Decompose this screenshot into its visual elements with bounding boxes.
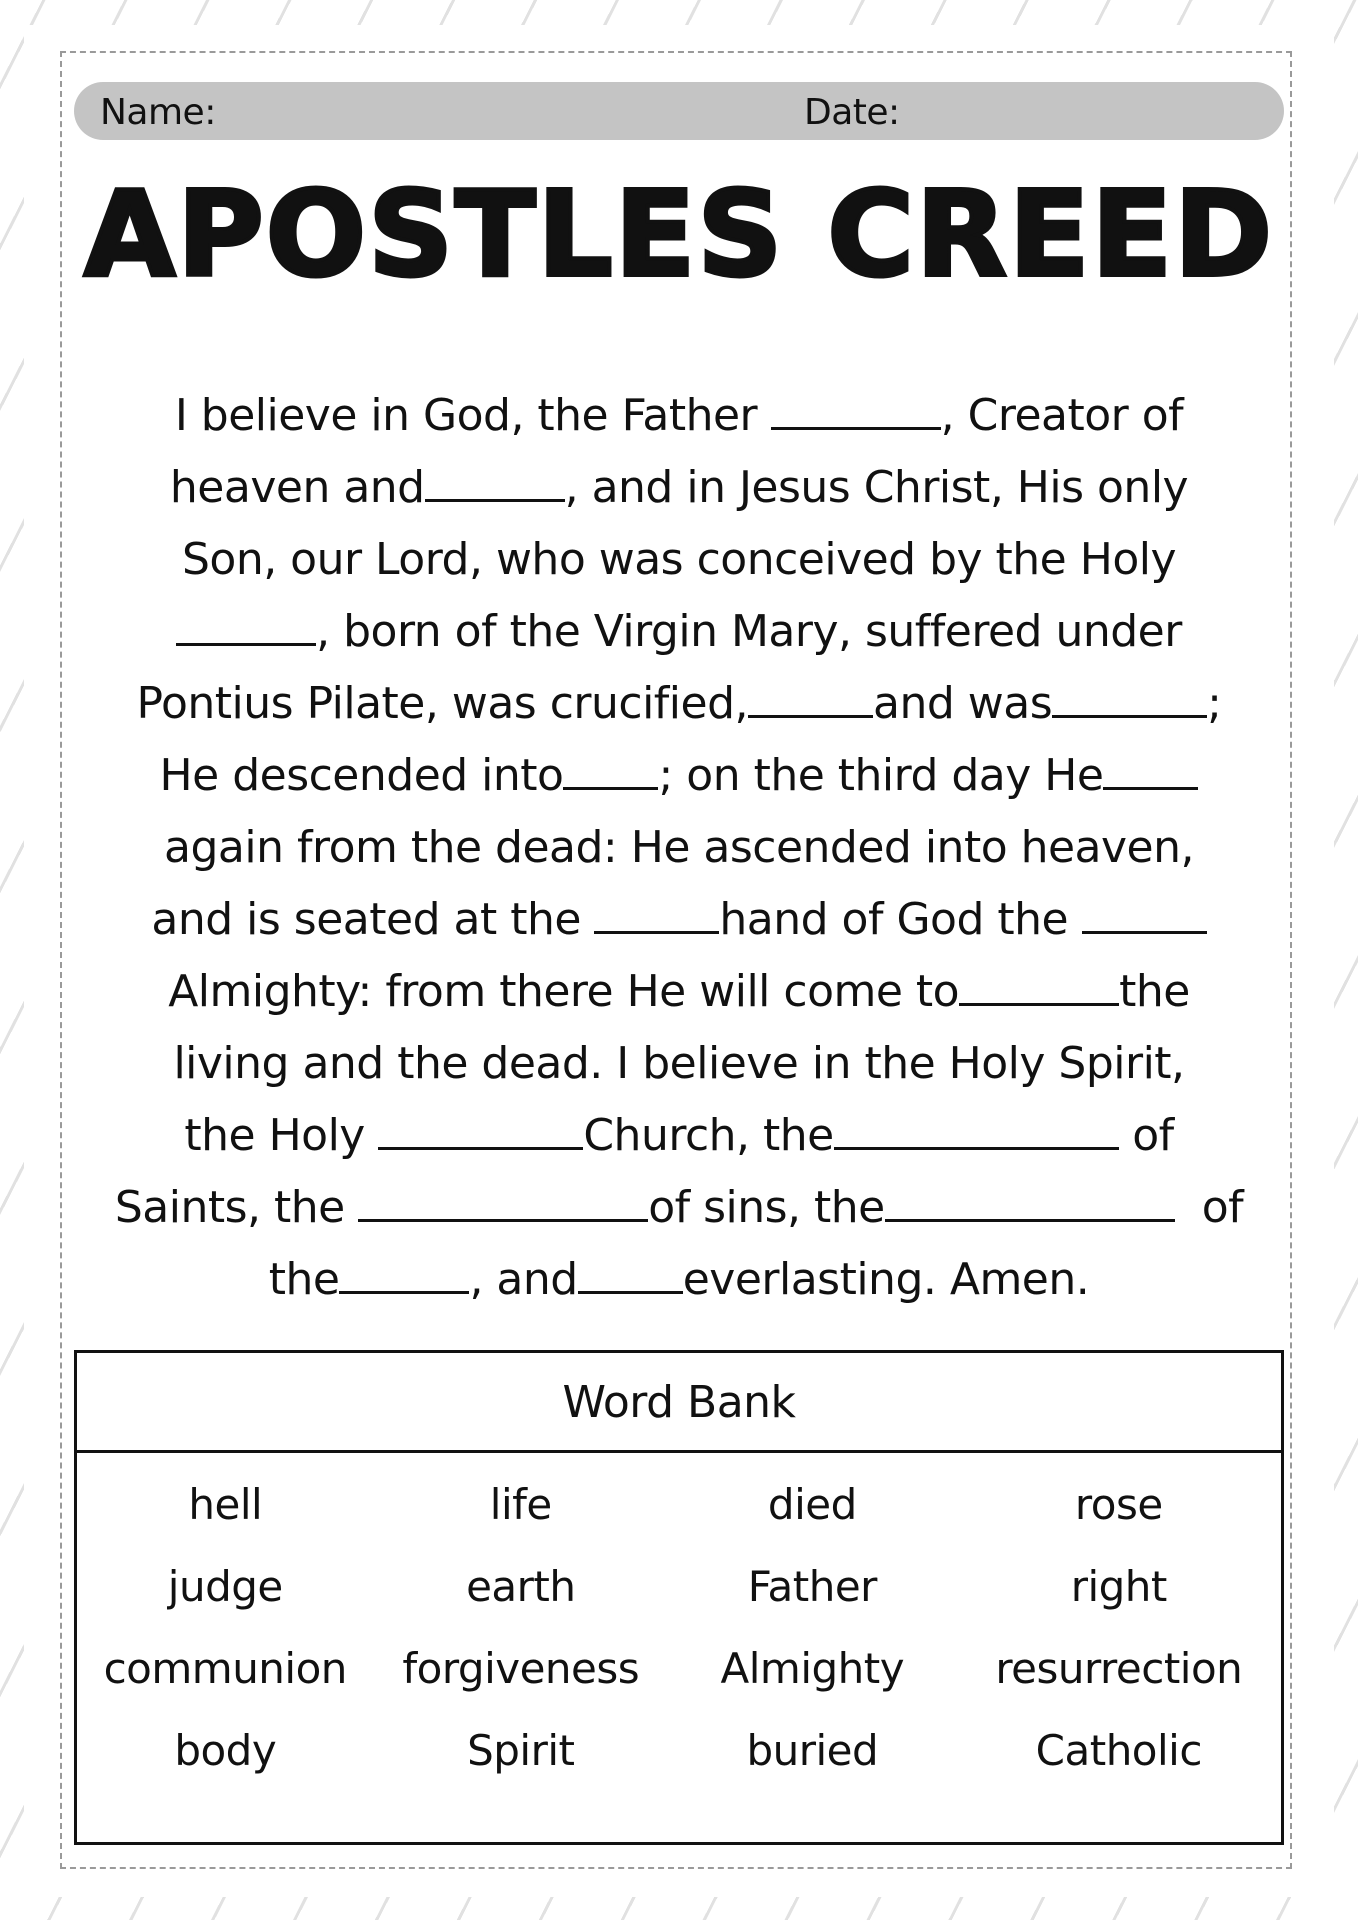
creed-text-segment: Son, our Lord, who was conceived by the Holy (181, 534, 1177, 585)
word-bank-word: right (1070, 1561, 1167, 1611)
creed-line (74, 668, 1284, 740)
fill-in-blank (885, 1189, 1175, 1222)
word-bank-word: Father (747, 1561, 877, 1611)
word-bank-word: communion (103, 1643, 347, 1693)
word-bank-word: forgiveness (402, 1643, 640, 1693)
fill-in-blank (834, 1117, 1119, 1150)
creed-text-segment: and was (873, 678, 1053, 729)
word-bank (74, 1350, 1284, 1845)
fill-in-blank (959, 973, 1119, 1006)
creed-text-segment: Church, the (583, 1110, 834, 1161)
fill-in-blank (358, 1189, 648, 1222)
fill-in-blank (1052, 685, 1207, 718)
creed-text-segment: I believe in God, the Father (174, 390, 771, 441)
creed-text (74, 380, 1284, 1316)
creed-text-segment: Pontius Pilate, was crucified, (136, 678, 748, 729)
word-bank-row (77, 1627, 1281, 1709)
creed-line (74, 1244, 1284, 1316)
word-bank-word: Spirit (467, 1725, 575, 1775)
fill-in-blank (578, 1261, 683, 1294)
worksheet-page (24, 25, 1334, 1897)
word-bank-grid (77, 1463, 1281, 1791)
fill-in-blank (1082, 901, 1207, 934)
word-bank-word: judge (167, 1561, 283, 1611)
creed-text-segment: , and (469, 1254, 578, 1305)
creed-line (74, 380, 1284, 452)
page-title: APOSTLES CREED (83, 165, 1275, 303)
word-bank-word: buried (746, 1725, 879, 1775)
creed-text-segment: the (1119, 966, 1190, 1017)
creed-text-segment: , Creator of (940, 390, 1184, 441)
word-bank-word: rose (1074, 1479, 1163, 1529)
creed-line (74, 812, 1284, 884)
fill-in-blank (594, 901, 719, 934)
creed-line (74, 524, 1284, 596)
creed-line (74, 1172, 1284, 1244)
word-bank-word: hell (188, 1479, 263, 1529)
creed-text-segment: ; on the third day He (658, 750, 1104, 801)
creed-text-segment: , and in Jesus Christ, His only (564, 462, 1189, 513)
fill-in-blank (176, 613, 316, 646)
name-date-bar (74, 82, 1284, 140)
creed-text-segment: ; (1207, 678, 1222, 729)
date-label: Date: (804, 92, 900, 133)
fill-in-blank (1103, 757, 1198, 790)
creed-text-segment: heaven and (169, 462, 425, 513)
creed-line (74, 740, 1284, 812)
word-bank-word: Almighty (720, 1643, 905, 1693)
creed-text-segment: living and the dead. I believe in the Holy Spirit, (173, 1038, 1185, 1089)
fill-in-blank (771, 397, 941, 430)
creed-text-segment: He descended into (159, 750, 564, 801)
fill-in-blank (425, 469, 565, 502)
creed-line (74, 1100, 1284, 1172)
creed-text-segment: everlasting. Amen. (682, 1254, 1090, 1305)
word-bank-word: earth (466, 1561, 576, 1611)
creed-text-segment: hand of God the (719, 894, 1082, 945)
creed-line (74, 884, 1284, 956)
creed-text-segment: , born of the Virgin Mary, suffered under (316, 606, 1182, 657)
fill-in-blank (748, 685, 873, 718)
word-bank-word: died (767, 1479, 857, 1529)
creed-text-segment: of (1174, 1182, 1244, 1233)
creed-text-segment: and is seated at the (151, 894, 595, 945)
creed-line (74, 956, 1284, 1028)
creed-line (74, 452, 1284, 524)
word-bank-row (77, 1463, 1281, 1545)
creed-text-segment: of sins, the (648, 1182, 885, 1233)
word-bank-row (77, 1545, 1281, 1627)
fill-in-blank (563, 757, 658, 790)
word-bank-word: Catholic (1035, 1725, 1202, 1775)
fill-in-blank (339, 1261, 469, 1294)
word-bank-word: resurrection (995, 1643, 1243, 1693)
creed-text-segment: of (1118, 1110, 1174, 1161)
creed-text-segment: the Holy (184, 1110, 379, 1161)
creed-line (74, 596, 1284, 668)
word-bank-row (77, 1709, 1281, 1791)
word-bank-title: Word Bank (77, 1353, 1281, 1453)
creed-text-segment: Saints, the (114, 1182, 359, 1233)
creed-text-segment: again from the dead: He ascended into heaven, (164, 822, 1194, 873)
creed-line (74, 1028, 1284, 1100)
name-label: Name: (100, 92, 216, 133)
word-bank-word: life (489, 1479, 552, 1529)
creed-text-segment: Almighty: from there He will come to (168, 966, 960, 1017)
creed-text-segment: the (268, 1254, 340, 1305)
word-bank-word: body (174, 1725, 277, 1775)
fill-in-blank (378, 1117, 583, 1150)
